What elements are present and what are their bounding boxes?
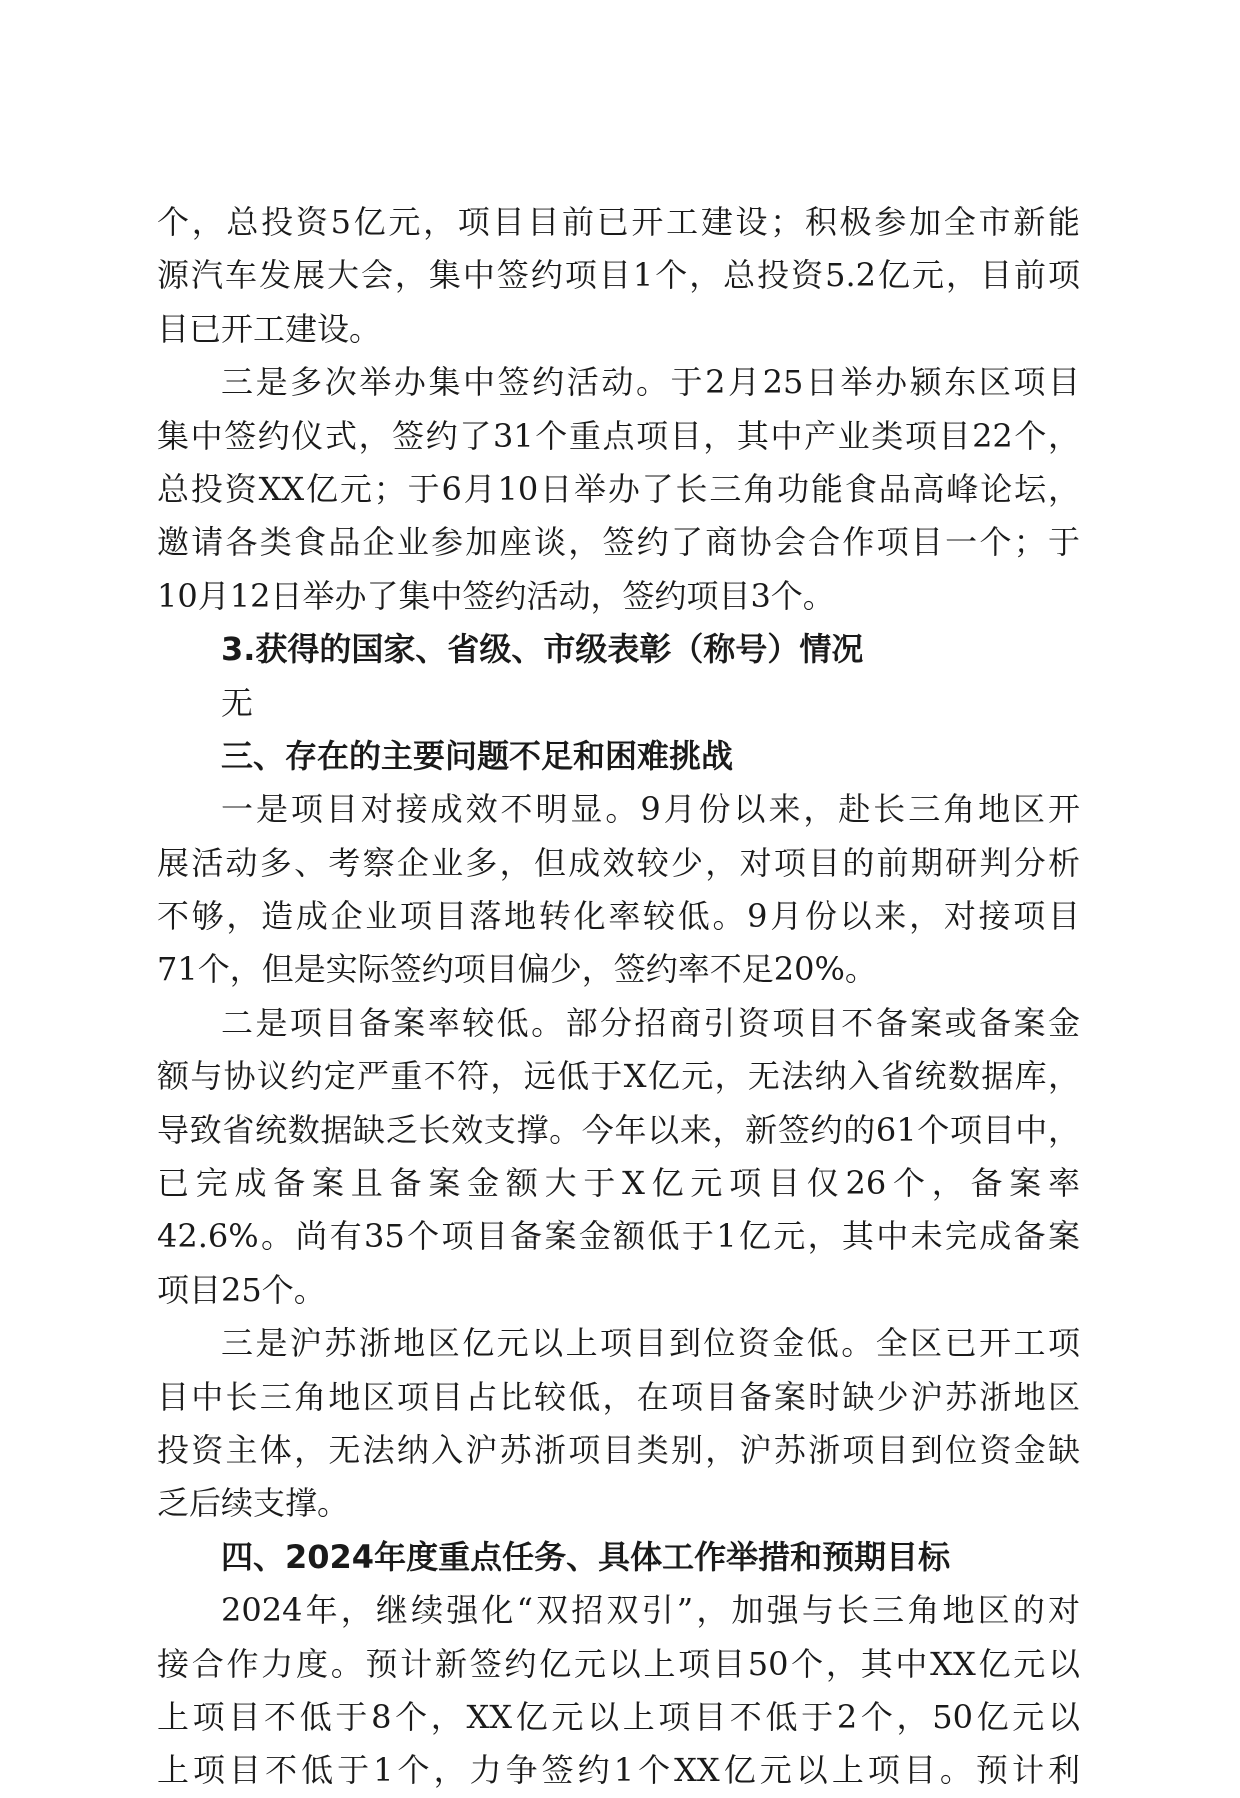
- paragraph-line: 集中签约仪式，签约了31个重点项目，其中产业类项目22个，: [157, 416, 1080, 455]
- paragraph-line: 三是沪苏浙地区亿元以上项目到位资金低。全区已开工项: [221, 1324, 1080, 1363]
- paragraph-line: 上项目不低于1个，力争签约1个XX亿元以上项目。预计利: [157, 1751, 1080, 1790]
- paragraph-line: 一是项目对接成效不明显。9月份以来，赴长三角地区开: [221, 790, 1080, 829]
- paragraph-line: 导致省统数据缺乏长效支撑。今年以来，新签约的61个项目中，: [157, 1110, 1080, 1149]
- paragraph-line: 邀请各类食品企业参加座谈，签约了商协会合作项目一个；于: [157, 523, 1080, 562]
- paragraph-line: 项目25个。: [157, 1270, 326, 1309]
- paragraph-line: 10月12日举办了集中签约活动，签约项目3个。: [157, 576, 835, 615]
- paragraph-line: 2024年，继续强化“双招双引”，加强与长三角地区的对: [221, 1591, 1080, 1630]
- paragraph-line: 不够，造成企业项目落地转化率较低。9月份以来，对接项目: [157, 897, 1080, 936]
- section-heading: 四、2024年度重点任务、具体工作举措和预期目标: [221, 1537, 951, 1576]
- document-page: [157, 196, 1080, 1798]
- paragraph-line: 已完成备案且备案金额大于X亿元项目仅26个，备案率: [157, 1164, 1080, 1203]
- paragraph-line: 目已开工建设。: [157, 309, 382, 348]
- paragraph-line: 42.6%。尚有35个项目备案金额低于1亿元，其中未完成备案: [157, 1217, 1080, 1256]
- paragraph-line: 接合作力度。预计新签约亿元以上项目50个，其中XX亿元以: [157, 1644, 1080, 1683]
- paragraph-line: 投资主体，无法纳入沪苏浙项目类别，沪苏浙项目到位资金缺: [157, 1430, 1080, 1469]
- paragraph-line: 展活动多、考察企业多，但成效较少，对项目的前期研判分析: [157, 843, 1080, 882]
- paragraph-line: 额与协议约定严重不符，远低于X亿元，无法纳入省统数据库，: [157, 1057, 1080, 1096]
- paragraph-line: 目中长三角地区项目占比较低，在项目备案时缺少沪苏浙地区: [157, 1377, 1080, 1416]
- section-heading: 3.获得的国家、省级、市级表彰（称号）情况: [221, 630, 864, 669]
- paragraph-line: 71个，但是实际签约项目偏少，签约率不足20%。: [157, 950, 877, 989]
- paragraph-line: 个，总投资5亿元，项目目前已开工建设；积极参加全市新能: [157, 203, 1080, 241]
- paragraph-line: 二是项目备案率较低。部分招商引资项目不备案或备案金: [221, 1003, 1080, 1042]
- section-heading: 三、存在的主要问题不足和困难挑战: [221, 736, 734, 775]
- paragraph-line: 乏后续支撑。: [157, 1484, 350, 1523]
- paragraph-line: 三是多次举办集中签约活动。于2月25日举办颍东区项目: [221, 363, 1080, 402]
- paragraph-line: 源汽车发展大会，集中签约项目1个，总投资5.2亿元，目前项: [157, 256, 1080, 295]
- paragraph-line: 总投资XX亿元；于6月10日举办了长三角功能食品高峰论坛，: [157, 469, 1080, 508]
- paragraph-line: 无: [221, 683, 254, 722]
- paragraph-line: 上项目不低于8个，XX亿元以上项目不低于2个，50亿元以: [157, 1697, 1080, 1736]
